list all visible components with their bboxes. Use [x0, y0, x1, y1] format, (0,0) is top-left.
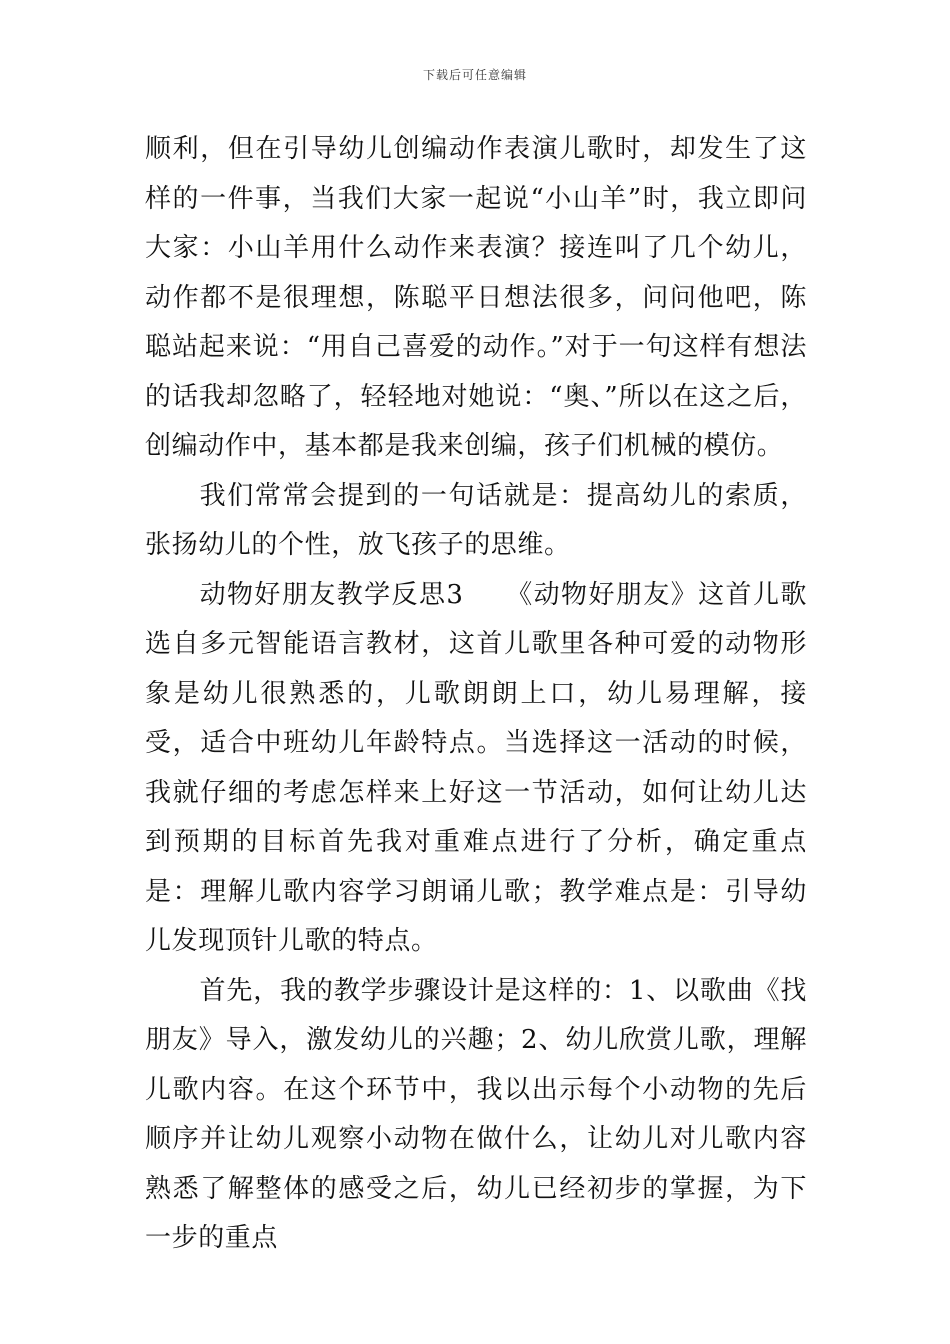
header-note: 下载后可任意编辑 — [422, 68, 527, 82]
paragraph-3: 动物好朋友教学反思3 《动物好朋友》这首儿歌选自多元智能语言教材，这首儿歌里各种可爱的动物形象是幼儿很熟悉的，儿歌朗朗上口，幼儿易理解，接受，适合中班幼儿年龄特点。当选择这一活动的时候，我就仔细的考虑怎样来上好这一节活动，如何让幼儿达到预期的目标首先我对重难点进行了分析，确定重点是：理解儿歌内容学习朗诵儿歌；教学难点是：引导幼儿发现顶针儿歌的特点。 — [145, 579, 807, 956]
paragraph-1: 顺利，但在引导幼儿创编动作表演儿歌时，却发生了这样的一件事，当我们大家一起说“小山羊”时，我立即问大家：小山羊用什么动作来表演？接连叫了几个幼儿，动作都不是很理想，陈聪平日想法很多，问问他吧，陈聪站起来说：“用自己喜爱的动作。”对于一句这样有想法的话我却忽略了，轻轻地对她说：“奥、”所以在这之后，创编动作中，基本都是我来创编，孩子们机械的模仿。 — [145, 134, 807, 461]
paragraph-2: 我们常常会提到的一句话就是：提高幼儿的索质，张扬幼儿的个性，放飞孩子的思维。 — [145, 480, 807, 560]
paragraph-4: 首先，我的教学步骤设计是这样的：1、以歌曲《找朋友》导入，激发幼儿的兴趣；2、幼儿欣赏儿歌，理解儿歌内容。在这个环节中，我以出示每个小动物的先后顺序并让幼儿观察小动物在做什么，让幼儿对儿歌内容熟悉了解整体的感受之后，幼儿已经初步的掌握，为下一步的重点 — [145, 975, 807, 1253]
body-text — [145, 125, 807, 1264]
